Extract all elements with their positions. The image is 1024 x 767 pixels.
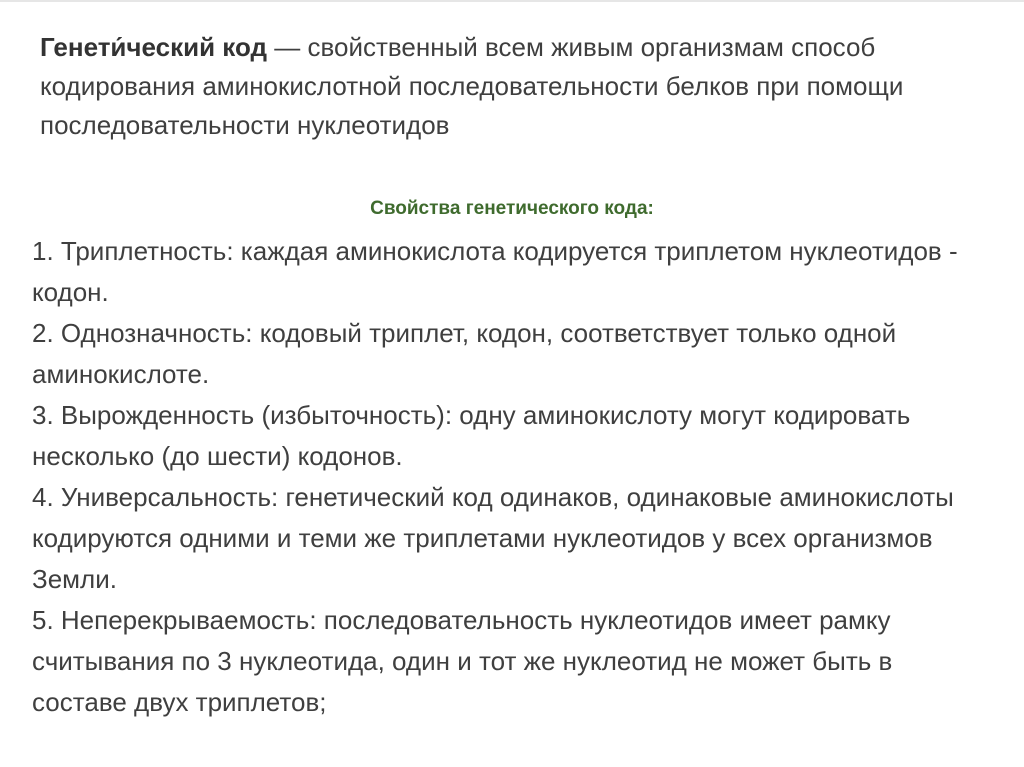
property-item-universality: 4. Универсальность: генетический код одинаков, одинаковые аминокислоты кодируются одними и теми же триплетами нуклеотидов у всех организмов Земли. [32,482,954,594]
property-item-triplet: 1. Триплетность: каждая аминокислота кодируется триплетом нуклеотидов - кодон. [32,236,958,307]
property-item-unambiguity: 2. Однозначность: кодовый триплет, кодон, соответствует только одной аминокислоте. [32,318,897,389]
top-divider [0,0,1024,2]
definition-term: Генети́ческий код [40,32,268,62]
definition-paragraph [40,28,970,145]
property-item-degeneracy: 3. Вырожденность (избыточность): одну аминокислоту могут кодировать несколько (до шести) кодонов. [32,400,911,471]
definition-text: — свойственный всем живым организмам способ кодирования аминокислотной последовательности белков при помощи последовательности нуклеотидов [40,32,904,140]
property-item-non-overlapping: 5. Неперекрываемость: последовательность нуклеотидов имеет рамку считывания по 3 нуклеотида, один и тот же нуклеотид не может быть в составе двух триплетов; [32,605,893,717]
properties-list [32,231,992,723]
properties-heading: Свойства генетического кода: [370,198,654,219]
